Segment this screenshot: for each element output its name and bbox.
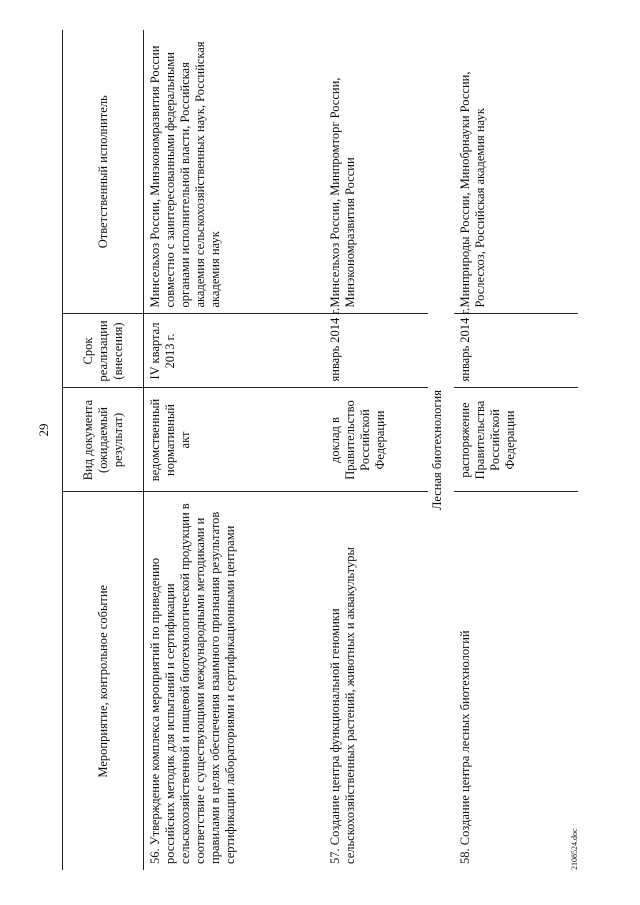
page-number: 29 [36,423,51,437]
events-table [62,30,578,870]
responsible-cell: Минсельхоз России, Минэкономразвития России совместно с заинтересованными федеральными органами исполнительной власти, Российская академия сельскохозяйственных наук, Российская академия наук [144,30,325,314]
rotated-table-area [30,30,590,870]
header-term: Срок реализации (внесения) [63,314,144,388]
document-type-cell: ведомственный нормативный акт [144,388,325,492]
event-cell: 57. Создание центра функциональной геномики сельскохозяйственных растений, животных и аквакультуры [328,547,357,864]
footer-file-code: 2108524.doc [570,828,579,870]
responsible-cell: Минсельхоз России, Минпромторг России, Минэкономразвития России [324,30,428,314]
header-responsible: Ответственный исполнитель [63,30,144,314]
document-type-cell: доклад в Правительство Российской Федерации [324,388,428,492]
term-cell: IV квартал 2013 г. [144,314,325,388]
section-row [428,30,454,870]
responsible-cell: Минприроды России, Минобрнауки России, Рослесхоз, Российская академия наук [454,30,578,314]
table-row [324,30,428,870]
header-event: Мероприятие, контрольное событие [63,492,144,870]
table-row [144,30,325,870]
term-cell: январь 2014 г. [324,314,428,388]
table-header-row [63,30,144,870]
event-cell: 58. Создание центра лесных биотехнологий [458,630,472,864]
header-document-type: Вид документа (ожидаемый результат) [63,388,144,492]
section-heading: Лесная биотехнология [430,390,444,510]
table-row [454,30,578,870]
event-cell: 56. Утверждение комплекса мероприятий по приведению российских методик для испытаний и сертификации сельскохозяйственной и пищевой биотехнологической продукции в соответствие с существующими международными методиками и правилами в целях обеспечения взаимного признания результатов сертификации лабораториями и сертификационными центрами [148,503,237,864]
term-cell: январь 2014 г. [454,314,578,388]
document-type-cell: распоряжение Правительства Российской Федерации [454,388,578,492]
